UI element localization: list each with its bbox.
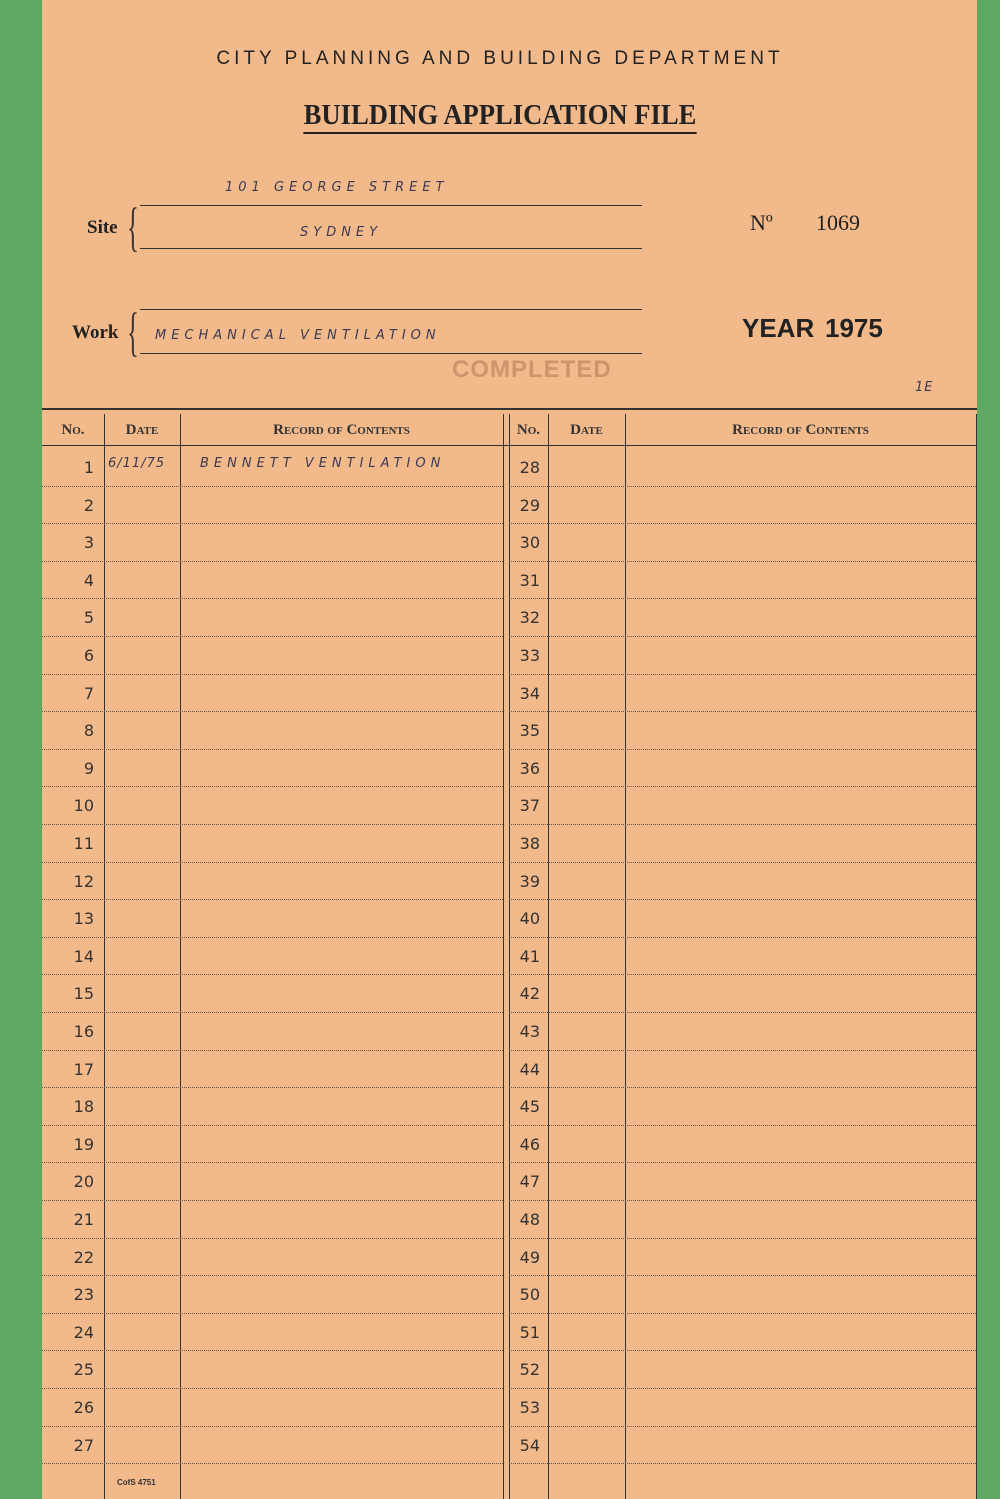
form-title-text: BUILDING APPLICATION FILE — [304, 100, 697, 134]
left-row-number: 17 — [73, 1059, 94, 1079]
right-row-number: 38 — [519, 834, 540, 853]
left-row-number: 24 — [73, 1322, 94, 1342]
right-record-header: Record of Contents — [732, 422, 869, 438]
right-row-number: 31 — [519, 570, 540, 590]
site-line2-value: SYDNEY — [300, 225, 383, 240]
file-number-value: 1069 — [816, 210, 860, 235]
right-edge-rule — [976, 414, 977, 1499]
row-rule — [42, 824, 503, 825]
center-divider — [503, 414, 504, 1499]
right-row-number: 48 — [519, 1210, 540, 1229]
left-row-number: 19 — [73, 1134, 94, 1154]
row-rule — [509, 749, 976, 750]
row-rule — [509, 786, 976, 787]
row-rule — [42, 1162, 503, 1163]
margin-note: 1E — [915, 380, 934, 395]
left-no-header: No. — [61, 422, 85, 438]
right-row-number: 33 — [519, 646, 540, 665]
left-date-divider — [104, 414, 105, 1499]
left-row-number: 16 — [73, 1022, 94, 1041]
row-rule — [42, 636, 503, 637]
row-rule — [509, 1426, 976, 1427]
row-rule — [42, 598, 503, 599]
left-row-number: 2 — [83, 495, 94, 515]
row-rule — [42, 674, 503, 675]
left-row-number: 10 — [73, 796, 94, 816]
row-rule — [509, 937, 976, 938]
row-rule — [509, 1350, 976, 1351]
left-row-number: 12 — [73, 871, 94, 891]
left-record-header: Record of Contents — [273, 422, 410, 438]
row-rule — [509, 1162, 976, 1163]
row-rule — [509, 1200, 976, 1201]
right-row-number: 28 — [519, 458, 540, 477]
right-row-number: 52 — [519, 1360, 540, 1380]
row-rule — [509, 862, 976, 863]
right-row-number: 47 — [519, 1172, 540, 1192]
right-row-number: 42 — [519, 984, 540, 1004]
work-line2-rule — [140, 353, 642, 354]
right-row-number: 43 — [519, 1022, 540, 1041]
row-rule — [42, 1463, 503, 1464]
completed-stamp: COMPLETED — [452, 356, 612, 383]
row-rule — [42, 749, 503, 750]
right-row-number: 40 — [519, 909, 540, 929]
left-row-number: 6 — [83, 646, 94, 665]
row-rule — [509, 711, 976, 712]
work-label: Work — [72, 322, 119, 343]
left-row-number: 23 — [73, 1285, 94, 1305]
row-rule — [42, 937, 503, 938]
right-row-number: 45 — [519, 1097, 540, 1117]
site-line1-rule — [140, 205, 642, 206]
department-heading: CITY PLANNING AND BUILDING DEPARTMENT — [216, 48, 784, 69]
right-row-number: 50 — [519, 1285, 540, 1305]
left-row-number: 14 — [73, 946, 94, 966]
right-row-number: 51 — [519, 1322, 540, 1342]
row-rule — [509, 486, 976, 487]
right-row-number: 39 — [519, 871, 540, 891]
right-no-header: No. — [516, 422, 541, 438]
site-label: Site — [87, 217, 118, 238]
row-rule — [509, 1087, 976, 1088]
right-date-divider — [548, 414, 549, 1499]
left-row-number: 21 — [73, 1210, 94, 1229]
left-row-number: 15 — [73, 984, 94, 1004]
left-row-number: 3 — [83, 533, 94, 553]
left-row-record: BENNETT VENTILATION — [200, 456, 446, 471]
left-row-number: 25 — [73, 1360, 94, 1380]
row-rule — [509, 899, 976, 900]
left-row-number: 13 — [73, 909, 94, 929]
row-rule — [42, 1200, 503, 1201]
right-row-number: 36 — [519, 758, 540, 778]
row-rule — [42, 1350, 503, 1351]
row-rule — [509, 1012, 976, 1013]
row-rule — [42, 899, 503, 900]
left-row-number: 1 — [83, 458, 94, 477]
row-rule — [509, 598, 976, 599]
row-rule — [42, 486, 503, 487]
form-title — [25, 100, 975, 132]
row-rule — [42, 1012, 503, 1013]
row-rule — [42, 1238, 503, 1239]
site-line1-value: 101 GEORGE STREET — [225, 180, 449, 195]
row-rule — [509, 674, 976, 675]
row-rule — [42, 1313, 503, 1314]
left-row-number: 27 — [73, 1435, 94, 1455]
row-rule — [509, 1238, 976, 1239]
row-rule — [42, 711, 503, 712]
work-brace: { — [127, 302, 139, 362]
right-row-number: 54 — [519, 1435, 540, 1455]
left-row-number: 11 — [73, 834, 94, 853]
right-row-number: 44 — [519, 1059, 540, 1079]
left-row-number: 22 — [73, 1247, 94, 1267]
row-rule — [509, 824, 976, 825]
row-rule — [509, 561, 976, 562]
row-rule — [42, 1388, 503, 1389]
right-record-divider — [625, 414, 626, 1499]
left-row-number: 18 — [73, 1097, 94, 1117]
row-rule — [509, 1125, 976, 1126]
right-row-number: 49 — [519, 1247, 540, 1267]
left-row-number: 5 — [83, 608, 94, 628]
left-row-date: 6/11/75 — [108, 456, 166, 471]
site-line2-rule — [140, 248, 642, 249]
right-row-number: 34 — [519, 683, 540, 703]
row-rule — [42, 974, 503, 975]
right-row-number: 35 — [519, 721, 540, 741]
row-rule — [42, 1275, 503, 1276]
row-rule — [509, 1050, 976, 1051]
work-line1-rule — [140, 309, 642, 310]
site-brace: { — [127, 197, 139, 257]
left-row-number: 7 — [83, 683, 94, 703]
table-top-rule — [42, 408, 977, 410]
year-label: YEAR — [742, 313, 815, 343]
right-date-header: Date — [570, 422, 603, 438]
left-row-number: 20 — [73, 1172, 94, 1192]
year-value: 1975 — [825, 313, 883, 343]
right-row-number: 37 — [519, 796, 540, 816]
right-row-number: 53 — [519, 1398, 540, 1417]
row-rule — [42, 862, 503, 863]
left-row-number: 26 — [73, 1398, 94, 1417]
right-row-number: 41 — [519, 946, 540, 966]
left-row-number: 8 — [83, 721, 94, 741]
row-rule — [42, 561, 503, 562]
row-rule — [42, 1087, 503, 1088]
row-rule — [42, 523, 503, 524]
right-row-number: 30 — [519, 533, 540, 553]
right-row-number: 46 — [519, 1134, 540, 1154]
row-rule — [42, 1050, 503, 1051]
right-row-number: 32 — [519, 608, 540, 628]
left-row-number: 9 — [83, 758, 94, 778]
row-rule — [42, 786, 503, 787]
right-row-number: 29 — [519, 495, 540, 515]
left-date-header: Date — [125, 422, 159, 438]
left-row-number: 4 — [83, 570, 94, 590]
work-value: MECHANICAL VENTILATION — [155, 328, 441, 343]
row-rule — [509, 1388, 976, 1389]
row-rule — [509, 974, 976, 975]
form-code: CofS 4751 — [117, 1478, 156, 1487]
row-rule — [509, 523, 976, 524]
row-rule — [42, 1125, 503, 1126]
row-rule — [509, 1313, 976, 1314]
left-record-divider — [180, 414, 181, 1499]
row-rule — [509, 636, 976, 637]
row-rule — [509, 1463, 976, 1464]
row-rule — [509, 1275, 976, 1276]
row-rule — [42, 1426, 503, 1427]
file-number-label: Nº — [750, 210, 773, 235]
